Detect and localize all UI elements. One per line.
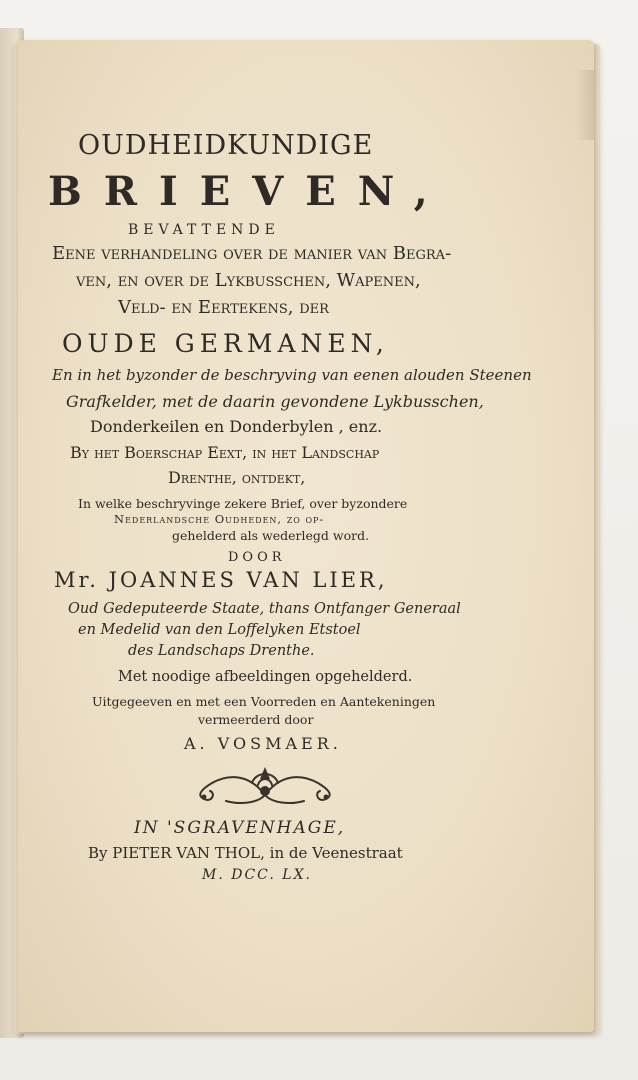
editor-line-1: Uitgegeeven en met een Voorreden en Aantekeningen: [92, 694, 436, 709]
letter-line-2: Nederlandsche Oudheden, zo op-: [114, 512, 325, 526]
page-fold-shadow: [576, 70, 594, 140]
description-line-6: Donderkeilen en Donderbylen , enz.: [90, 417, 383, 436]
author-title-1: Oud Gedeputeerde Staate, thans Ontfanger Generaal: [68, 601, 461, 617]
editor-line-2: vermeerderd door: [198, 712, 314, 727]
location-line-1: By het Boerschap Eext, in het Landschap: [70, 443, 380, 462]
description-line-1: Eene verhandeling over de manier van Begra-: [52, 243, 452, 264]
by-door: DOOR: [228, 550, 286, 565]
title-line-oudheidkundige: OUDHEIDKUNDIGE: [78, 130, 374, 161]
author-name: Mr. JOANNES VAN LIER,: [54, 568, 388, 592]
description-line-3: Veld- en Eertekens, der: [118, 297, 329, 318]
letter-line-3: gehelderd als wederlegd word.: [172, 528, 370, 543]
imprint-printer: By PIETER VAN THOL, in de Veenestraat: [88, 844, 403, 862]
title-page: [18, 40, 594, 1032]
printers-ornament-icon: [190, 765, 340, 809]
imprint-place: IN 'SGRAVENHAGE,: [134, 818, 346, 838]
imprint-year: M. DCC. LX.: [202, 867, 312, 883]
letter-line-1: In welke beschryvinge zekere Brief, over byzondere: [78, 496, 408, 511]
title-line-oude-germanen: OUDE GERMANEN,: [62, 329, 389, 358]
description-line-5: Grafkelder, met de daarin gevondene Lykbusschen,: [66, 392, 484, 411]
illustrations-note: Met noodige afbeeldingen opgehelderd.: [118, 669, 413, 685]
editor-name: A. VOSMAER.: [184, 734, 342, 753]
title-line-brieven: BRIEVEN,: [48, 168, 450, 215]
description-line-2: ven, en over de Lykbusschen, Wapenen,: [76, 270, 421, 291]
author-title-3: des Landschaps Drenthe.: [128, 643, 315, 659]
location-line-2: Drenthe, ontdekt,: [168, 468, 306, 487]
subtitle-bevattende: BEVATTENDE: [128, 222, 280, 238]
description-line-4: En in het byzonder de beschryving van eenen alouden Steenen: [52, 366, 532, 384]
author-title-2: en Medelid van den Loffelyken Etstoel: [78, 622, 361, 638]
